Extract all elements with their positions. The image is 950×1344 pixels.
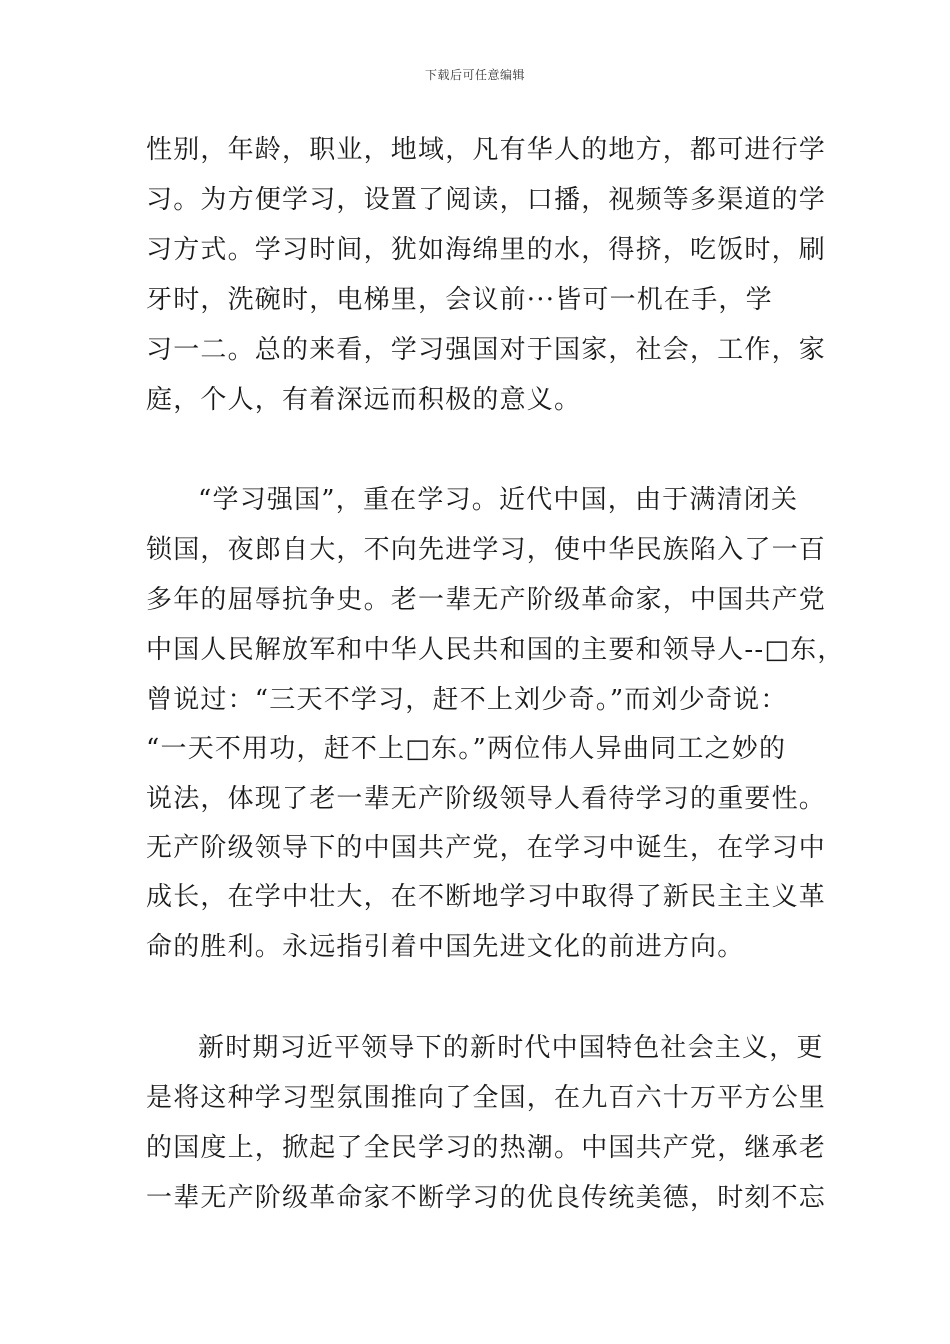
text-line: 庭，个人，有着深远而积极的意义。 bbox=[146, 385, 582, 415]
text-line: 性别，年龄，职业，地域，凡有华人的地方，都可进行学 bbox=[146, 135, 827, 165]
text-line: 多年的屈辱抗争史。老一辈无产阶级革命家，中国共产党 bbox=[146, 585, 827, 615]
text-line: 一辈无产阶级革命家不断学习的优良传统美德，时刻不忘 bbox=[146, 1183, 827, 1213]
text-line: 说法，体现了老一辈无产阶级领导人看待学习的重要性。 bbox=[146, 784, 827, 814]
text-line: 无产阶级领导下的中国共产党，在学习中诞生，在学习中 bbox=[146, 833, 827, 863]
text-line: 成长，在学中壮大，在不断地学习中取得了新民主主义革 bbox=[146, 882, 827, 912]
text-line: 锁国，夜郎自大，不向先进学习，使中华民族陷入了一百 bbox=[146, 535, 827, 565]
paragraph-first-line: “学习强国”，重在学习。近代中国，由于满清闭关 bbox=[198, 485, 799, 515]
text-line: “一天不用功，赶不上□东。”两位伟人异曲同工之妙的 bbox=[146, 734, 787, 764]
text-line: 中国人民解放军和中华人民共和国的主要和领导人--□东， bbox=[146, 635, 845, 665]
page-header: 下载后可任意编辑 bbox=[424, 68, 525, 82]
text-line: 习。为方便学习，设置了阅读，口播，视频等多渠道的学 bbox=[146, 185, 827, 215]
text-line: 的国度上，掀起了全民学习的热潮。中国共产党，继承老 bbox=[146, 1133, 827, 1163]
text-line: 是将这种学习型氛围推向了全国，在九百六十万平方公里 bbox=[146, 1083, 827, 1113]
text-line: 曾说过：“三天不学习，赶不上刘少奇。”而刘少奇说： bbox=[146, 685, 788, 715]
text-line: 习方式。学习时间，犹如海绵里的水，得挤，吃饭时，刷 bbox=[146, 235, 827, 265]
text-line: 牙时，洗碗时，电梯里，会议前···皆可一机在手，学 bbox=[146, 285, 773, 315]
text-line: 命的胜利。永远指引着中国先进文化的前进方向。 bbox=[146, 932, 745, 962]
text-line: 习一二。总的来看，学习强国对于国家，社会，工作，家 bbox=[146, 335, 827, 365]
paragraph-first-line: 新时期习近平领导下的新时代中国特色社会主义，更 bbox=[198, 1033, 824, 1063]
